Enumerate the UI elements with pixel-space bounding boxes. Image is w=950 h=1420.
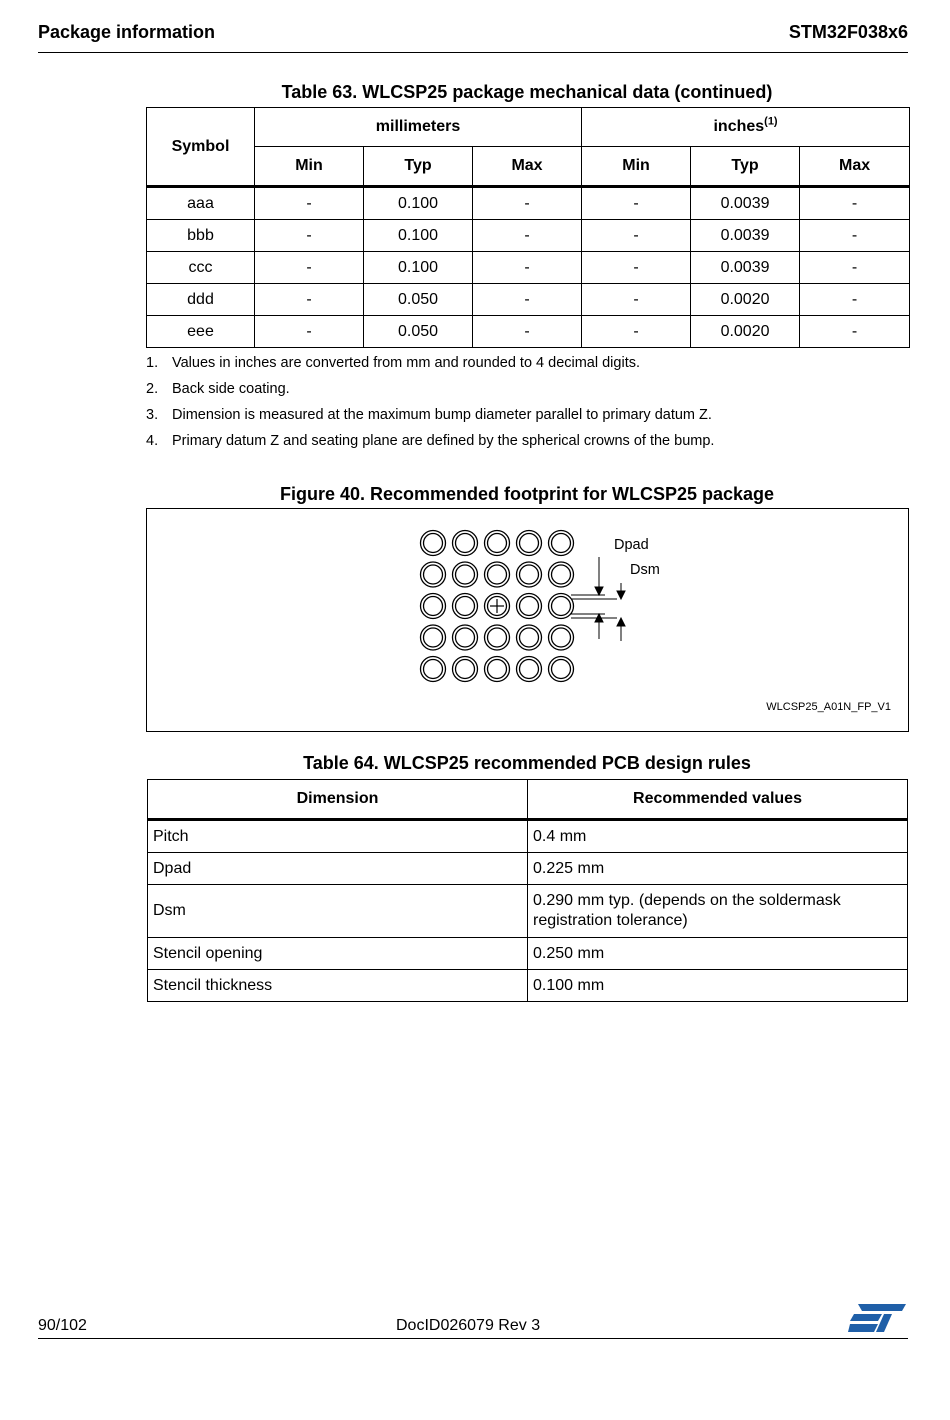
table-cell: - [255, 252, 364, 284]
section-title: Package information [38, 22, 216, 42]
pad-3-4 [549, 625, 574, 650]
table64-caption: Table 64. WLCSP25 recommended PCB design rules [303, 753, 751, 773]
inches-header [582, 108, 910, 147]
pad-0-2 [485, 531, 510, 556]
pad-4-3 [517, 657, 542, 682]
recommended-values-header: Recommended values [528, 780, 908, 820]
table-cell: - [255, 187, 364, 220]
table-cell: - [800, 252, 910, 284]
pad-1-2 [485, 562, 510, 587]
inches-footnote-ref: (1) [764, 115, 778, 128]
sub-header-4: Typ [691, 147, 800, 187]
footnote-number: 2. [146, 381, 159, 397]
table-cell: - [582, 252, 691, 284]
dpad-label: Dpad [614, 537, 649, 553]
pad-1-0 [421, 562, 446, 587]
table-cell: aaa [147, 187, 255, 220]
header-divider [38, 52, 908, 53]
sub-header-0: Min [255, 147, 364, 187]
pad-3-2 [485, 625, 510, 650]
footnote [146, 380, 906, 406]
pad-1-3 [517, 562, 542, 587]
dimension-lines [571, 557, 625, 641]
dpad-arrow-down-icon [595, 587, 603, 595]
table-cell: - [473, 316, 582, 348]
footprint-figure [146, 508, 909, 732]
table-cell: 0.100 [364, 187, 473, 220]
pad-1-4 [549, 562, 574, 587]
table-row [147, 220, 910, 252]
footer-divider [38, 1338, 908, 1339]
table-cell: 0.050 [364, 284, 473, 316]
table-cell: - [582, 316, 691, 348]
pad-4-0 [421, 657, 446, 682]
footnote [146, 432, 906, 458]
pad-1-1 [453, 562, 478, 587]
product-name: STM32F038x6 [788, 22, 908, 42]
millimeters-header: millimeters [255, 108, 582, 147]
table-cell: - [473, 252, 582, 284]
table-row [148, 885, 908, 938]
pad-0-1 [453, 531, 478, 556]
mechanical-data-table [146, 107, 910, 348]
pad-4-4 [549, 657, 574, 682]
pad-0-3 [517, 531, 542, 556]
sub-header-1: Typ [364, 147, 473, 187]
value-cell: 0.290 mm typ. (depends on the soldermask registration tolerance) [528, 885, 908, 938]
table-row [147, 252, 910, 284]
value-cell: 0.250 mm [528, 938, 908, 970]
center-cross-icon [490, 599, 504, 613]
footnote [146, 354, 906, 380]
table-cell: - [255, 220, 364, 252]
table-cell: - [800, 220, 910, 252]
table-cell: - [582, 284, 691, 316]
dsm-arrow-up-icon [617, 618, 625, 626]
dimension-cell: Dsm [148, 885, 528, 938]
value-cell: 0.4 mm [528, 820, 908, 853]
pad-2-1 [453, 594, 478, 619]
pcb-design-rules-table [147, 779, 908, 1002]
table-row [148, 938, 908, 970]
doc-id: DocID026079 Rev 3 [396, 1317, 541, 1334]
table-cell: - [582, 220, 691, 252]
table-cell: ddd [147, 284, 255, 316]
pad-0-0 [421, 531, 446, 556]
footnote-number: 4. [146, 433, 159, 449]
sub-header-2: Max [473, 147, 582, 187]
dsm-label: Dsm [630, 562, 660, 578]
dimension-cell: Stencil opening [148, 938, 528, 970]
table-cell: 0.0039 [691, 220, 800, 252]
table-cell: 0.100 [364, 220, 473, 252]
table-cell: 0.050 [364, 316, 473, 348]
page-number: 90/102 [38, 1317, 87, 1334]
table-cell: 0.100 [364, 252, 473, 284]
table-cell: - [255, 316, 364, 348]
table-cell: - [255, 284, 364, 316]
table-cell: - [473, 220, 582, 252]
footnote [146, 406, 906, 432]
table-cell: - [800, 187, 910, 220]
table-row [147, 316, 910, 348]
table-cell: 0.0039 [691, 252, 800, 284]
table-cell: 0.0020 [691, 316, 800, 348]
table-cell: - [473, 284, 582, 316]
pad-4-2 [485, 657, 510, 682]
figure-id: WLCSP25_A01N_FP_V1 [766, 701, 891, 713]
dsm-arrow-down-icon [617, 591, 625, 599]
pad-0-4 [549, 531, 574, 556]
table63-caption: Table 63. WLCSP25 package mechanical data (continued) [281, 82, 773, 102]
pad-3-3 [517, 625, 542, 650]
footnote-number: 3. [146, 407, 159, 423]
footnote-text: Primary datum Z and seating plane are defined by the spherical crowns of the bump. [172, 433, 715, 449]
table-row [148, 853, 908, 885]
table-row [148, 970, 908, 1002]
table-cell: ccc [147, 252, 255, 284]
dimension-header: Dimension [148, 780, 528, 820]
table-row [148, 820, 908, 853]
value-cell: 0.225 mm [528, 853, 908, 885]
table-cell: - [800, 316, 910, 348]
footnote-text: Dimension is measured at the maximum bump diameter parallel to primary datum Z. [172, 407, 712, 423]
inches-label: inches [713, 118, 765, 135]
table-row [147, 187, 910, 220]
pad-3-1 [453, 625, 478, 650]
sub-header-5: Max [800, 147, 910, 187]
table-row [147, 284, 910, 316]
figure40-caption: Figure 40. Recommended footprint for WLCSP25 package [279, 484, 775, 504]
pad-2-0 [421, 594, 446, 619]
table-cell: - [582, 187, 691, 220]
table-cell: 0.0020 [691, 284, 800, 316]
dimension-cell: Pitch [148, 820, 528, 853]
dimension-cell: Stencil thickness [148, 970, 528, 1002]
sub-header-3: Min [582, 147, 691, 187]
pad-4-1 [453, 657, 478, 682]
symbol-header: Symbol [147, 108, 255, 187]
table-cell: - [473, 187, 582, 220]
table-cell: eee [147, 316, 255, 348]
pad-2-3 [517, 594, 542, 619]
table-cell: bbb [147, 220, 255, 252]
table-cell: - [800, 284, 910, 316]
footnote-text: Values in inches are converted from mm and rounded to 4 decimal digits. [172, 355, 641, 371]
table-cell: 0.0039 [691, 187, 800, 220]
value-cell: 0.100 mm [528, 970, 908, 1002]
pad-3-0 [421, 625, 446, 650]
footprint-diagram [147, 509, 908, 731]
table63-notes [146, 354, 906, 458]
pad-2-4 [549, 594, 574, 619]
footnote-number: 1. [146, 355, 159, 371]
dimension-cell: Dpad [148, 853, 528, 885]
st-logo-icon [848, 1302, 908, 1334]
footnote-text: Back side coating. [172, 381, 290, 397]
